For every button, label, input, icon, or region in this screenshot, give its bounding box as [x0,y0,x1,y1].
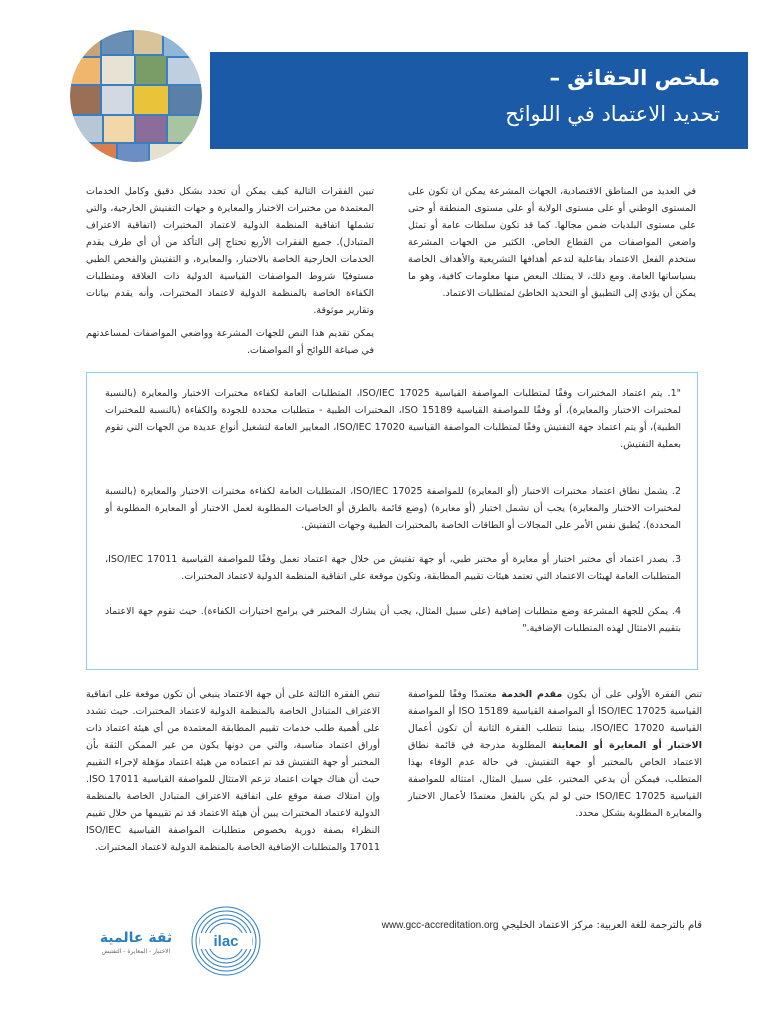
footer-url-link[interactable]: www.gcc-accreditation.org [381,920,499,931]
model-text-callout [86,372,698,670]
page-title: ملخص الحقائق – [549,66,720,90]
ilac-logo-icon [190,905,262,977]
trust-subtitle: الاختبار - المعايرة - التفتيش [101,948,171,955]
callout-item-2: 2. يشمل نطاق اعتماد مختبرات الاختبار (أو المعايرة) للمواصفة ISO/IEC 17025، المتطلبات العامة لكفاءة مختبرات الاختبار والمعايرة (بالنسبة لمختبرات الاختبار والمعايرة) يجب أن تشمل اختبار (أو معايرة) (وضع قائمة بالطرق أو الخاصيات المطلوبة لعمل الاختبار أو المعايرة المطلوبة أو المحددة). يُطبق نفس الأمر على المجالات أو الطاقات الخاصة بالمختبرات الطبية وجهات التفتيش. [105,486,681,531]
header-banner [210,52,748,149]
intro-left-text-1: تبين الفقرات التالية كيف يمكن أن تحدد بشكل دقيق وكامل الخدمات المعتمدة من مختبرات الاختبار والمعايرة و جهات التفتيش الخارجية، والتي تشملها اتفاقية المنظمة الدولية لاعتماد المختبرات (اتفاقية الاعتراف المتبادل). جميع الفقرات الأربع تحتاج إلى التأكد من أن أي طرف يقدم الخدمات الخارجية الخاصة بالاختبار، والمعايرة، و التفتيش والفحص الطبي مستوفيًا شروط المواصفات القياسية الدولية ذات العلاقة ومتطلبات الكفاءة الخاصة بالمنظمة الدولية لاعتماد المختبرات، وأنه يقدم بيانات وتقارير موثوقة. [86,186,374,316]
callout-item-3: 3. يصدر اعتماد أي مختبر اختبار أو معايرة أو مختبر طبي، أو جهة تفتيش من خلال جهة اعتماد تعمل وفقًا للمواصفة القياسية ISO/IEC 17011، المتطلبات العامة لهيئات الاعتماد التي تعتمد هيئات تقييم المطابقة، وتكون موقعة على اتفاقية المنظمة الدولية لاعتماد المختبرات. [105,554,681,582]
trust-title: ثقة عالمية [99,930,173,946]
intro-right-text: في العديد من المناطق الاقتصادية، الجهات المشرعة يمكن ان تكون على المستوى الوطني أو على مستوى الولاية أو على مستوى المنطقة أو حتى على مستوى البلديات ضمن مجالها. كما قد تكون سلطات عامة أو تمثل واضعي المواصفات من القطاع الخاص. الكثير من الجهات المشرعة ستخدم الفعل الاعتماد بفاعلية لتدعم أهدافها التشريعية والأهداف الخاصة بسياساتها العامة. ومع ذلك، لا يمتلك البعض منها معلومات كافية، وهو ما يمكن أن يؤدي إلى التطبيق أو التحديد الخاطئ لمتطلبات الاعتماد. [408,186,696,299]
notes-right-e: المطلوبة مدرجة في قائمة نطاق الاعتماد الخاص بالمختبر أو جهة التفتيش. في حالة عدم الوفاء بهذا المتطلب، فيمكن أن يدعي المختبر، على سبيل المثال، امتثاله للمواصفة القياسية ISO/IEC 17025 حتى لو لم يكن بالفعل معتمدًا لأعمال الاختبار والمعايرة المطلوبة بشكل محدد. [408,740,702,819]
global-trust-badge [96,930,176,955]
footer-credit-text: قام بالترجمة للغة العربية: مركز الاعتماد الخليجي [501,920,702,931]
notes-right-column [408,686,702,828]
notes-left-column [86,686,380,862]
page-subtitle: تحديد الاعتماد في اللوائح [505,102,720,126]
notes-right-d: الاختبار أو المعايرة أو المعاينة [552,740,702,751]
notes-right-c: معتمدًا وفقًا للمواصفة القياسية ISO/IEC 17025 أو المواصفة القياسية ISO 15189 أو المواصفة القياسية ISO/IEC 17020، بينما تتطلب الفقرة الثانية أن تكون أعمال [408,689,702,734]
intro-left-column [86,183,374,365]
notes-left-text: تنص الفقرة الثالثة على أن جهة الاعتماد ينبغي أن تكون موقعة على اتفاقية الاعتراف المتبادل الخاصة بالمنظمة الدولية لاعتماد المختبرات. حيث تشدد على أهمية طلب خدمات تقييم المطابقة المعتمدة من أي هيئة اعتماد ذات أوراق اعتماد مناسبة، والتي من دونها يكون من غير الممكن الثقة بأن المختبر أو جهة التفتيش قد تم اعتماده من هيئة اعتماد مؤهلة لإجراء التقييم حيث أن هناك جهات اعتماد تزعم الامتثال للمواصفة القياسية ISO 17011. وإن امتلاك صفة موقع على اتفاقية الاعتراف المتبادل الخاصة بالمنظمة الدولية لاعتماد المختبرات يبين أن هيئة الاعتماد قد تم تقييمها من خلال تقييم النظراء بصفة دورية بخصوص متطلبات المواصفة القياسية ISO/IEC 17011 والمتطلبات الإضافية الخاصة بالمنظمة الدولية لاعتماد المختبرات. [86,689,380,853]
intro-right-column [408,183,696,308]
notes-right-text [408,686,702,822]
notes-right-b: مقدم الخدمة [501,689,563,700]
notes-right-a: تنص الفقرة الأولى على أن يكون [566,689,702,700]
intro-left-text-2: يمكن تقديم هذا النص للجهات المشرعة وواضعي المواصفات لمساعدتهم في صياغة اللوائح أو المواصفات. [86,328,374,356]
footer-credit [376,920,702,931]
globe-photo-collage-icon [66,26,206,166]
callout-item-4: 4. يمكن للجهة المشرعة وضع متطلبات إضافية (على سبيل المثال، يجب أن يشارك المختبر في برامج اختبارات الكفاءة). حيث تقوم جهة الاعتماد بتقييم الامتثال لهذه المتطلبات الإضافية." [105,606,681,634]
callout-item-1: "1. يتم اعتماد المختبرات وفقًا لمتطلبات المواصفة القياسية ISO/IEC 17025، المتطلبات العامة لكفاءة مختبرات الاختبار والمعايرة (بالنسبة لمختبرات الاختبار والمعايرة)، أو وفقًا للمواصفة القياسية ISO 15189، المختبرات الطبية - متطلبات محددة للجودة والكفاءة (بالنسبة للمختبرات الطبية)، أو يتم اعتماد جهة التفتيش وفقًا لمتطلبات المواصفة القياسية ISO/IEC 17020، المعايير العامة لتشغيل أنواع عديدة من الجهات التي تقوم بعملية التفتيش. [105,388,681,450]
ilac-logo-text: ilac [213,933,239,950]
